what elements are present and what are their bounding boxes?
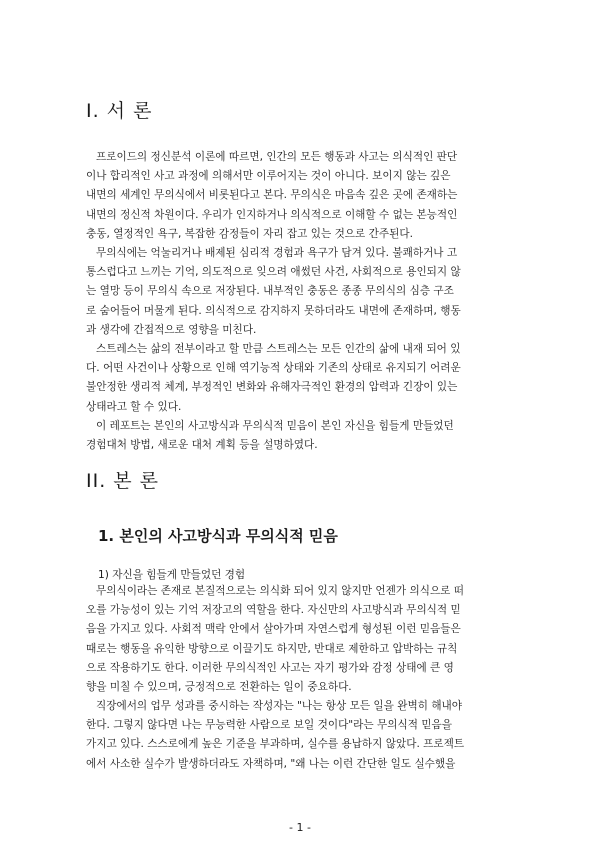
text-line: 직장에서의 업무 성과를 중시하는 작성자는 "나는 항상 모든 일을 완벽히 해내야: [96, 700, 463, 712]
text-line: 경험대처 방법, 새로운 대처 계획 등을 설명하였다.: [86, 439, 318, 452]
text-line: 향을 미칠 수 있으며, 긍정적으로 전환하는 일이 중요하다.: [86, 680, 352, 693]
text-line: 오를 가능성이 있는 기억 저장고의 역할을 한다. 자신만의 사고방식과 무의식적 믿: [86, 604, 461, 617]
intro-paragraph-3: [86, 340, 518, 417]
text-line: 충동, 열정적인 욕구, 복잡한 감정들이 자리 잡고 있는 것으로 간주된다.: [86, 227, 413, 240]
intro-paragraph-1: [86, 148, 518, 244]
text-line: 무의식이라는 존재로 본질적으로는 의식화 되어 있지 않지만 언젠가 의식으로 떠: [96, 585, 465, 597]
text-line: 무의식에는 억눌리거나 배제된 심리적 경험과 욕구가 담겨 있다. 불쾌하거나 고: [96, 247, 458, 259]
text-line: 내면의 정신적 차원이다. 우리가 인지하거나 의식적으로 이해할 수 없는 본능적인: [86, 208, 458, 221]
body-paragraph-1: [86, 582, 518, 697]
text-line: 불안정한 생리적 체계, 부정적인 변화와 유해자극적인 환경의 압력과 긴장이 있는: [86, 381, 458, 394]
text-line: 로 숨어들어 머물게 된다. 의식적으로 감지하지 못하더라도 내면에 존재하며, 행동: [86, 304, 461, 317]
text-line: 이나 합리적인 사고 과정에 의해서만 이루어지는 것이 아니다. 보이지 않는 깊은: [86, 170, 451, 183]
text-line: 음을 가지고 있다. 사회적 맥락 안에서 살아가며 자연스럽게 형성된 이런 믿음들은: [86, 623, 461, 636]
intro-paragraph-2: [86, 244, 518, 340]
page-number: - 1 -: [289, 821, 311, 834]
subsection-1-title: 1) 자신을 힘들게 만들었던 경험: [98, 569, 246, 581]
text-line: 과 생각에 간접적으로 영향을 미친다.: [86, 323, 257, 336]
text-line: 내면의 세계인 무의식에서 비롯된다고 본다. 무의식은 마음속 깊은 곳에 존재하는: [86, 189, 458, 202]
body-heading: II. 본 론: [86, 470, 160, 492]
intro-paragraph-4: [86, 417, 518, 455]
text-line: 에서 사소한 실수가 발생하더라도 자책하며, "왜 나는 이런 간단한 일도 실수했을: [86, 757, 456, 770]
text-line: 다. 어떤 사건이나 상황으로 인해 역기능적 상태와 기존의 상태로 유지되기 어려운: [86, 362, 461, 375]
text-line: 통스럽다고 느끼는 기억, 의도적으로 잊으려 애썼던 사건, 사회적으로 용인되지 않: [86, 266, 461, 279]
text-line: 프로이드의 정신분석 이론에 따르면, 인간의 모든 행동과 사고는 의식적인 판단: [96, 151, 458, 163]
intro-heading: I. 서 론: [86, 100, 153, 122]
text-line: 스트레스는 삶의 전부이라고 할 만큼 스트레스는 모든 인간의 삶에 내재 되어 있: [96, 343, 461, 355]
text-line: 는 열망 등이 무의식 속으로 저장된다. 내부적인 충동은 종종 무의식의 심층 구조: [86, 285, 454, 298]
text-line: 상태라고 할 수 있다.: [86, 400, 182, 413]
section-1-title: 1. 본인의 사고방식과 무의식적 믿음: [98, 527, 338, 545]
text-line: 이 레포트는 본인의 사고방식과 무의식적 믿음이 본인 자신을 힘들게 만들었던: [96, 420, 454, 432]
text-line: 으로 작용하기도 한다. 이러한 무의식적인 사고는 자기 평가와 감정 상태에 큰 영: [86, 661, 454, 674]
text-line: 때로는 행동을 유익한 방향으로 이끌기도 하지만, 반대로 제한하고 압박하는 규칙: [86, 642, 458, 655]
text-line: 한다. 그렇지 않다면 나는 무능력한 사람으로 보일 것이다"라는 무의식적 믿음을: [86, 719, 453, 732]
body-paragraph-2: [86, 697, 518, 774]
text-line: 가지고 있다. 스스로에게 높은 기준을 부과하며, 실수를 용납하지 않았다. 프로젝트: [86, 738, 465, 751]
